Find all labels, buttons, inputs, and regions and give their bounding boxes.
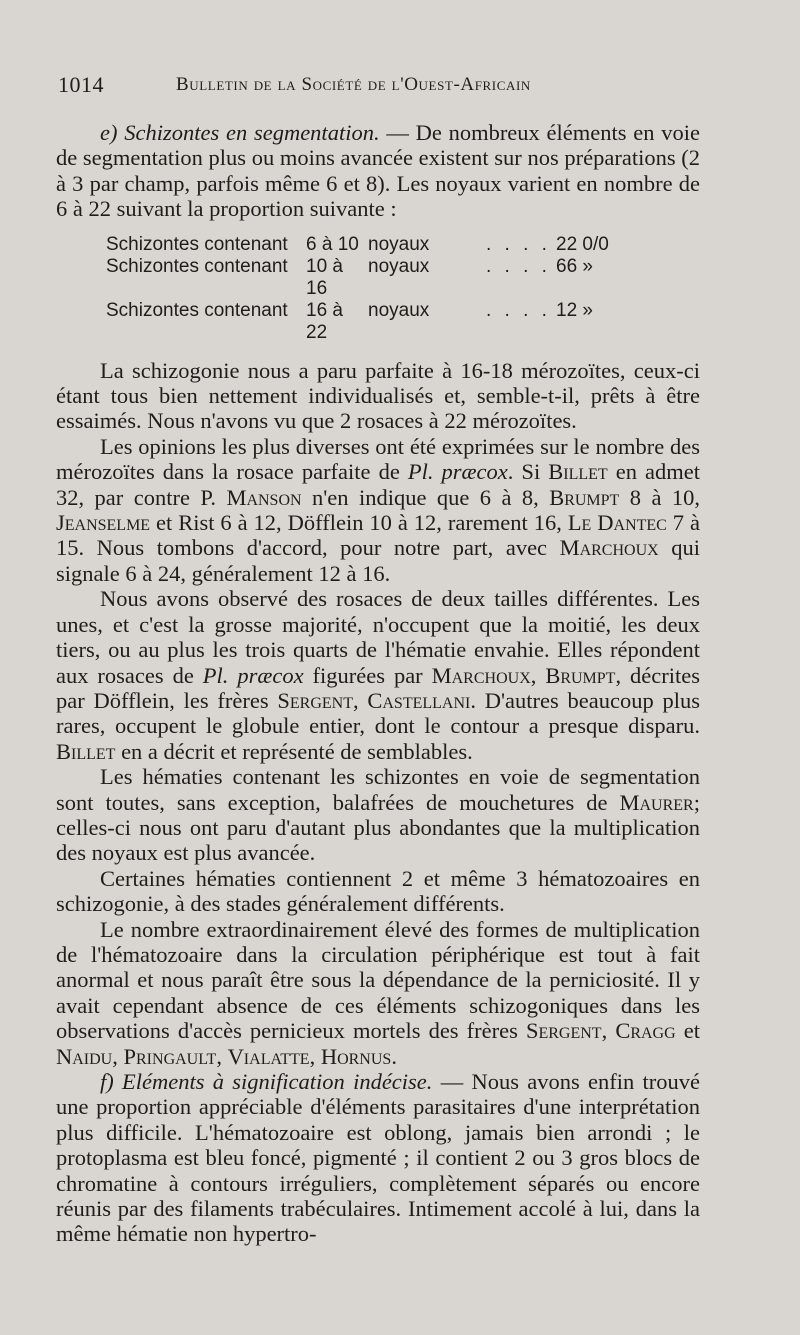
section-f-text: Nous avons enfin trouvé une proportion appréciable d'éléments parasitaires d'une interprétation plus difficile. L'hématozoaire est oblong, jamais bien arrondi ; le protoplasma est bleu foncé, pigmenté ; il contient 2 ou 3 gros blocs de chromatine à contours irréguliers, complètement séparés ou encore réunis par des filaments trabéculaires. Intimement accolé à lui, dans la même hématie non hypertro- [56, 1069, 700, 1247]
section-e-paragraph [56, 120, 700, 222]
page-body [56, 120, 700, 1247]
author-name: Brumpt [549, 484, 620, 510]
section-e-title: Schizontes en segmentation. [124, 120, 380, 145]
text: Le nombre extraordinairement élevé des formes de multiplication de l'hématozoaire dans la circulation périphérique est tout à fait anormal et nous paraît être sous la dépendance de la perniciosité. Il y avait cependant absence de ces éléments schizogoniques dans les observations d'accès pernicieux mortels des frères [56, 916, 700, 1044]
stat-row [106, 256, 700, 300]
author-name: Marchoux [431, 662, 531, 688]
author-name: Manson [226, 484, 302, 510]
text: , [216, 1043, 228, 1069]
author-name: Castellani [367, 687, 471, 713]
text: en admet 32, par contre P. [56, 459, 700, 510]
paragraph-merozoites-opinions [56, 434, 700, 586]
stat-value: 12 » [556, 299, 593, 321]
author-name: Pringault [123, 1043, 217, 1069]
section-f-dash: — [432, 1069, 472, 1094]
species-name: Pl. præcox [407, 459, 508, 485]
text: . Si [507, 459, 549, 485]
section-f-paragraph [56, 1069, 700, 1247]
text: , [601, 1018, 616, 1044]
author-name: Billet [548, 459, 608, 485]
author-name: Brumpt [545, 662, 616, 688]
schizonte-proportion-table [106, 234, 700, 344]
author-name: Le Dantec [567, 510, 667, 536]
stat-leader-dots: . . . . [486, 233, 551, 255]
text: . D'autres beaucoup plus rares, occupent le globule entier, dont le contour a presque disparu. [56, 687, 700, 739]
stat-label: Schizontes contenant [106, 233, 288, 255]
author-name: Hornus [320, 1043, 392, 1069]
stat-value: 22 0/0 [556, 233, 609, 255]
stat-range: 16 à 22 [306, 299, 343, 343]
page-number: 1014 [58, 72, 104, 97]
text: et Rist 6 à 12, Döfflein 10 à 12, rarement 16, [150, 510, 568, 536]
text: et [675, 1018, 701, 1044]
paragraph-schizogonie: La schizogonie nous a paru parfaite à 16-18 mérozoïtes, ceux-ci étant tous bien nettement individualisés et, semble-t-il, prêts à être essaimés. Nous n'avons vu que 2 rosaces à 22 mérozoïtes. [56, 357, 700, 434]
section-f-label: f) [100, 1069, 114, 1094]
stat-row [106, 300, 700, 344]
text: Les hématies contenant les schizontes en voie de segmentation sont toutes, sans exception, balafrées de mouchetures de [56, 764, 700, 815]
paragraph-multiple-parasites: Certaines hématies contiennent 2 et même 3 hématozoaires en schizogonie, à des stades généralement différents. [56, 865, 700, 917]
text: qui signale 6 à 24, généralement 12 à 16. [56, 535, 700, 586]
author-name: Sergent [525, 1018, 602, 1044]
stat-unit: noyaux [368, 255, 430, 277]
section-e-text: De nombreux éléments en voie de segmentation plus ou moins avancée existent sur nos préparations (2 à 3 par champ, parfois même 6 et 8). Les noyaux varient en nombre de 6 à 22 suivant la proportion suivante : [56, 120, 700, 222]
text: . [391, 1043, 397, 1069]
paragraph-perniciosity [56, 917, 700, 1069]
stat-range: 10 à 16 [306, 255, 343, 299]
author-name: Cragg [615, 1018, 676, 1044]
text: , [530, 662, 546, 688]
text: n'en indique que 6 à 8, [301, 484, 550, 510]
section-e-label: e) [100, 120, 118, 145]
text: figurées par [303, 662, 432, 688]
species-name: Pl. præcox [202, 662, 304, 688]
text: , [112, 1043, 124, 1069]
stat-label: Schizontes contenant [106, 255, 288, 277]
author-name: Billet [56, 738, 116, 764]
author-name: Sergent [277, 687, 353, 713]
author-name: Jeanselme [56, 510, 151, 536]
stat-unit: noyaux [368, 233, 430, 255]
author-name: Vialatte [227, 1043, 310, 1069]
stat-value: 66 » [556, 255, 593, 277]
text: Nous avons observé des rosaces de deux tailles différentes. Les unes, et c'est la grosse majorité, n'occupent que la moitié, les deux tiers, ou au plus les trois quarts de l'hématie envahie. Elles répondent aux rosaces de [56, 586, 700, 688]
text: , décrites par Döfflein, les frères [56, 662, 700, 713]
paragraph-maurer [56, 764, 700, 866]
paragraph-rosace-sizes [56, 586, 700, 764]
stat-label: Schizontes contenant [106, 299, 288, 321]
text: , [353, 687, 368, 713]
stat-range: 6 à 10 [306, 233, 359, 255]
text: ; celles-ci nous ont paru d'autant plus abondantes que la multiplication des noyaux est plus avancée. [56, 789, 700, 866]
text: en a décrit et représenté de semblables. [115, 738, 473, 764]
running-title: Bulletin de la Société de l'Ouest-Africain [176, 74, 531, 95]
section-f-title: Eléments à signification indécise. [122, 1069, 433, 1094]
stat-row [106, 234, 700, 256]
author-name: Maurer [619, 789, 694, 815]
text: , [309, 1043, 321, 1069]
text: Les opinions les plus diverses ont été exprimées sur le nombre des mérozoïtes dans la rosace parfaite de [56, 433, 700, 485]
author-name: Naidu [56, 1043, 113, 1069]
stat-unit: noyaux [368, 299, 430, 321]
text: 8 à 10, [619, 484, 700, 510]
section-e-dash: — [379, 120, 416, 145]
stat-leader-dots: . . . . [486, 255, 551, 277]
author-name: Marchoux [559, 535, 659, 561]
stat-leader-dots: . . . . [486, 299, 551, 321]
text: 7 à 15. Nous tombons d'accord, pour notre part, avec [56, 510, 700, 561]
page-header [58, 72, 758, 100]
